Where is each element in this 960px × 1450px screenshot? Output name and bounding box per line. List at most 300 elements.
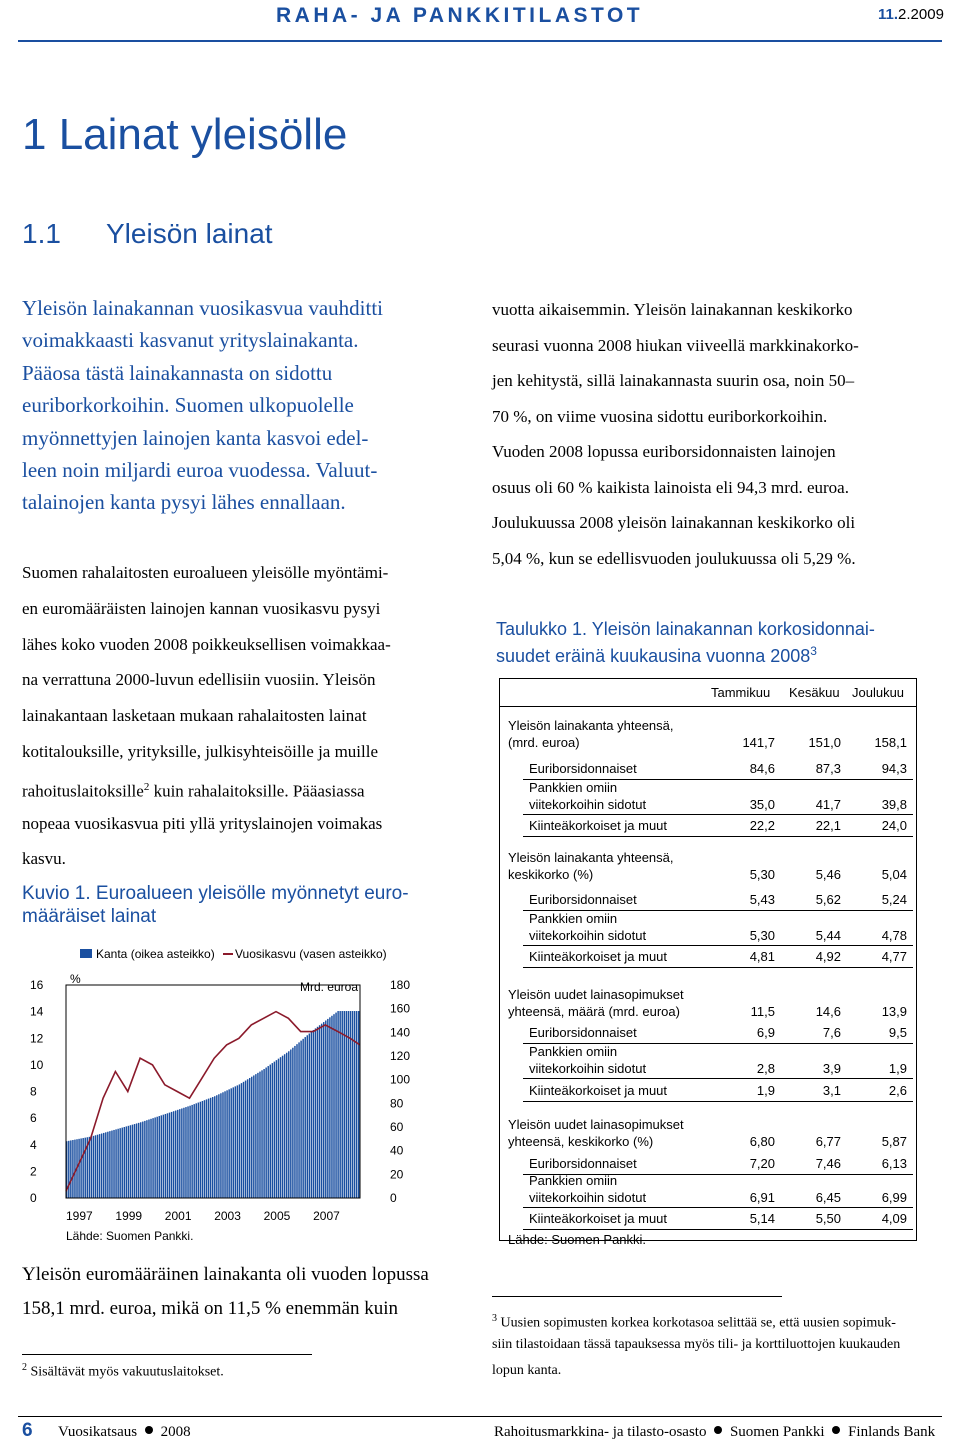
kanta-bar: [335, 1013, 336, 1198]
body-line: lainakantaan lasketaan mukaan rahalaitosten lainat: [22, 706, 367, 726]
footnote-ref: 3: [810, 644, 817, 658]
kanta-bar: [189, 1106, 190, 1198]
x-tick-label: 2003: [214, 1209, 241, 1223]
figure-title-line: Kuvio 1. Euroalueen yleisölle myönnetyt euro-: [22, 883, 409, 904]
kanta-bar: [288, 1051, 289, 1198]
footnote-3-text: Uusien sopimusten korkea korkotasoa selittää se, että uusien sopimuk-: [497, 1315, 896, 1331]
bottom-left-paragraph: [22, 1258, 429, 1326]
kanta-bar: [257, 1073, 258, 1198]
row-value: 5,62: [815, 892, 841, 907]
kanta-bar: [167, 1113, 168, 1198]
footnote-ref: 2: [143, 780, 150, 793]
kanta-bar: [128, 1126, 129, 1198]
footnote-2: [22, 1362, 224, 1381]
kanta-bar: [230, 1088, 231, 1198]
row-label: Pankkien omiin: [529, 1173, 618, 1188]
table-source: Lähde: Suomen Pankki.: [508, 1232, 647, 1247]
footnote-3-text: siin tilastoidaan tässä tapauksessa myös tili- ja korttiluottojen kuukauden: [492, 1337, 901, 1352]
kanta-bar: [140, 1122, 141, 1198]
row-value: 24,0: [881, 818, 907, 833]
kanta-bar: [255, 1074, 256, 1198]
kanta-bar: [78, 1139, 79, 1198]
left-tick-label: 0: [30, 1191, 37, 1205]
kanta-bar: [122, 1128, 123, 1198]
row-value: 151,0: [808, 734, 841, 750]
body-line: Joulukuussa 2008 yleisön lainakannan keskikorko oli: [492, 513, 856, 532]
col-header-january: Tammikuu: [711, 685, 771, 700]
kanta-bar: [134, 1124, 135, 1198]
kanta-bar: [274, 1062, 275, 1198]
body-line: 158,1 mrd. euroa, mikä on 11,5 % enemmän kuin: [22, 1298, 399, 1319]
body-line: Suomen rahalaitosten euroalueen yleisölle myöntämi-: [22, 563, 389, 582]
body-line: nopeaa vuosikasvua piti yllä yrityslainojen voimakas: [22, 813, 383, 833]
kanta-bar: [344, 1011, 345, 1198]
text-run: rahoituslaitoksille: [22, 781, 144, 801]
x-tick-label: 2001: [164, 1209, 192, 1223]
table-row: [499, 761, 917, 778]
kanta-bar: [267, 1066, 268, 1198]
kanta-bar: [251, 1077, 252, 1198]
kanta-bar: [296, 1044, 297, 1198]
row-label: (mrd. euroa): [508, 734, 580, 750]
right-tick-label: 180: [390, 978, 411, 992]
row-label: Yleisön uudet lainasopimukset: [508, 1117, 684, 1132]
kanta-bar: [175, 1111, 176, 1198]
kanta-bar: [70, 1140, 71, 1198]
report-series-title: RAHA- JA PANKKITILASTOT: [276, 4, 644, 27]
row-value: 7,20: [749, 1156, 775, 1171]
row-value: 4,78: [881, 927, 907, 943]
kanta-bar: [91, 1136, 92, 1198]
row-label: yhteensä, määrä (mrd. euroa): [508, 1003, 680, 1019]
table-row: [499, 987, 917, 1020]
body-line: vuotta aikaisemmin. Yleisön lainakannan keskikorko: [492, 300, 853, 319]
kanta-bar: [193, 1104, 194, 1198]
kanta-bar: [216, 1095, 217, 1198]
kanta-bar: [329, 1017, 330, 1198]
left-tick-label: 8: [30, 1084, 37, 1099]
row-value: 87,3: [815, 761, 841, 776]
kanta-bar: [179, 1109, 180, 1198]
kanta-bar: [152, 1118, 153, 1198]
footer-rule: [18, 1416, 942, 1417]
kanta-bar: [99, 1134, 100, 1198]
kanta-bar: [80, 1138, 81, 1198]
body-line: [22, 770, 472, 806]
table-title-text: Taulukko 1. Yleisön lainakannan korkosidonnai-: [496, 619, 875, 639]
table-row: [499, 1173, 917, 1206]
kanta-bar: [311, 1032, 312, 1198]
kanta-bars: [66, 1011, 359, 1198]
row-value: 6,99: [881, 1189, 907, 1205]
kanta-bar: [290, 1049, 291, 1198]
kanta-bar: [177, 1110, 178, 1198]
kanta-bar: [181, 1108, 182, 1198]
kanta-bar: [154, 1117, 155, 1198]
kanta-bar: [237, 1085, 238, 1198]
table-title-text: suudet eräinä kuukausina vuonna 2008: [496, 646, 811, 666]
kanta-bar: [304, 1037, 305, 1198]
kanta-bar: [109, 1131, 110, 1198]
header-rule: [18, 40, 942, 42]
row-label: Yleisön lainakanta yhteensä,: [508, 850, 674, 865]
row-value: 4,81: [749, 949, 775, 964]
row-underline: [523, 1101, 913, 1102]
kanta-bar: [300, 1041, 301, 1198]
kanta-bar: [228, 1089, 229, 1198]
kanta-bar: [101, 1134, 102, 1198]
report-date-rest: 2.2009: [898, 6, 944, 23]
kanta-bar: [200, 1102, 201, 1198]
figure-title: [22, 882, 409, 928]
row-value: 5,46: [815, 866, 841, 882]
table-row: [499, 1117, 917, 1150]
footer-publication-year: 2008: [160, 1424, 191, 1440]
right-tick-label: 0: [390, 1191, 397, 1205]
row-label: Yleisön uudet lainasopimukset: [508, 987, 684, 1002]
row-value: 39,8: [881, 796, 907, 812]
row-value: 13,9: [881, 1003, 907, 1019]
footnote-3-line: [492, 1358, 942, 1384]
kanta-bar: [348, 1011, 349, 1198]
right-tick-label: 80: [390, 1096, 404, 1111]
kanta-bar: [89, 1137, 90, 1198]
row-value: 5,44: [815, 927, 841, 943]
kanta-bar: [196, 1103, 197, 1198]
kanta-bar: [298, 1042, 299, 1198]
row-value: 4,77: [881, 949, 907, 964]
row-value: 5,30: [749, 927, 775, 943]
kanta-bar: [130, 1125, 131, 1198]
body-line: na verrattuna 2000-luvun edellisiin vuosiin. Yleisön: [22, 670, 376, 690]
figure-source: Lähde: Suomen Pankki.: [66, 1229, 194, 1243]
body-line: kasvu.: [22, 849, 66, 869]
lead-paragraph: [22, 292, 470, 519]
report-date: [878, 6, 944, 23]
body-line: 5,04 %, kun se edellisvuoden joulukuussa oli 5,29 %.: [492, 548, 856, 568]
row-value: 3,9: [822, 1060, 841, 1076]
kanta-bar: [265, 1068, 266, 1198]
row-value: 5,24: [881, 892, 907, 907]
kanta-bar: [119, 1128, 120, 1198]
footer-bank-sv: Finlands Bank: [848, 1424, 936, 1440]
kanta-bar: [235, 1086, 236, 1198]
body-line: 70 %, on viime vuosina sidottu euriborkorkoihin.: [492, 406, 828, 426]
lead-line: Pääosa tästä lainakannasta on sidottu: [22, 360, 333, 385]
kanta-bar: [124, 1127, 125, 1198]
x-tick-label: 2007: [313, 1209, 340, 1223]
page-number: 6: [22, 1420, 33, 1441]
row-value: 7,6: [822, 1025, 841, 1040]
body-line: kotitalouksille, yrityksille, julkisyhteisöille ja muille: [22, 741, 379, 761]
row-value: 9,5: [888, 1025, 907, 1040]
row-value: 6,13: [881, 1156, 907, 1171]
table-row: [499, 850, 917, 883]
row-underline: [523, 1229, 913, 1230]
footer-publication-name: Vuosikatsaus: [58, 1424, 138, 1440]
row-label: Euriborsidonnaiset: [529, 892, 637, 907]
section-title: Yleisön lainat: [106, 218, 273, 249]
left-tick-label: 16: [30, 978, 44, 992]
kanta-bar: [282, 1056, 283, 1198]
left-tick-label: 4: [30, 1137, 37, 1152]
table-row: [499, 911, 917, 944]
footer-department: Rahoitusmarkkina- ja tilasto-osasto: [494, 1424, 707, 1440]
kanta-bar: [95, 1135, 96, 1198]
right-tick-label: 20: [390, 1167, 404, 1182]
table-row: [499, 892, 917, 909]
row-label: Kiinteäkorkoiset ja muut: [529, 1211, 668, 1226]
right-tick-label: 40: [390, 1143, 404, 1158]
kanta-bar: [247, 1079, 248, 1198]
table-row: [499, 1083, 917, 1100]
kanta-bar: [161, 1115, 162, 1198]
row-label: Yleisön lainakanta yhteensä,: [508, 718, 674, 733]
row-label: viitekorkoihin sidotut: [529, 1060, 647, 1076]
section-heading: [22, 218, 273, 250]
kanta-bar: [218, 1094, 219, 1198]
row-label: viitekorkoihin sidotut: [529, 927, 647, 943]
kanta-bar: [342, 1011, 343, 1198]
body-line: Vuoden 2008 lopussa euriborsidonnaisten lainojen: [492, 442, 836, 461]
footer-publication: [58, 1424, 191, 1441]
row-label: Kiinteäkorkoiset ja muut: [529, 818, 668, 833]
row-label: Pankkien omiin: [529, 1044, 618, 1059]
kanta-bar: [222, 1092, 223, 1198]
row-value: 4,09: [881, 1211, 907, 1226]
kanta-bar: [68, 1141, 69, 1198]
footnote-3-line: [492, 1306, 942, 1332]
legend-bar-label: Kanta (oikea asteikko): [96, 947, 215, 961]
x-tick-label: 1997: [66, 1209, 93, 1223]
kanta-bar: [346, 1011, 347, 1198]
footnote-3-marker: 3: [492, 1313, 497, 1324]
row-value: 22,1: [815, 818, 841, 833]
kanta-bar: [173, 1111, 174, 1198]
row-value: 5,87: [881, 1133, 907, 1149]
kanta-bar: [198, 1103, 199, 1198]
row-value: 94,3: [881, 761, 907, 776]
kanta-bar: [243, 1082, 244, 1198]
kanta-bar: [249, 1078, 250, 1198]
row-underline: [523, 1078, 913, 1079]
col-header-june: Kesäkuu: [789, 685, 840, 700]
row-value: 3,1: [822, 1083, 841, 1098]
row-value: 6,80: [749, 1133, 775, 1149]
kanta-bar: [113, 1130, 114, 1198]
kanta-bar: [263, 1069, 264, 1198]
kanta-bar: [233, 1087, 234, 1198]
table-row: [499, 1025, 917, 1042]
row-label: Pankkien omiin: [529, 780, 618, 795]
kanta-bar: [302, 1039, 303, 1198]
row-value: 22,2: [749, 818, 775, 833]
body-line: osuus oli 60 % kaikista lainoista eli 94,3 mrd. euroa.: [492, 477, 849, 497]
table-row: [499, 718, 917, 751]
kanta-bar: [146, 1120, 147, 1198]
kanta-bar: [72, 1140, 73, 1198]
kanta-bar: [126, 1126, 127, 1198]
kanta-bar: [85, 1138, 86, 1198]
kanta-bar: [97, 1135, 98, 1198]
left-tick-label: 10: [30, 1057, 44, 1072]
table-row: [499, 1211, 917, 1228]
right-body-paragraph: [492, 292, 942, 576]
row-value: 141,7: [742, 734, 775, 750]
kanta-bar: [278, 1059, 279, 1198]
footnote-3-text: lopun kanta.: [492, 1363, 562, 1378]
kanta-bar: [163, 1115, 164, 1198]
body-line: Yleisön euromääräinen lainakanta oli vuoden lopussa: [22, 1264, 429, 1285]
left-axis-unit: %: [70, 972, 81, 986]
x-tick-label: 1999: [115, 1209, 143, 1223]
kanta-bar: [331, 1016, 332, 1198]
kanta-bar: [333, 1014, 334, 1198]
row-underline: [523, 836, 913, 837]
kanta-bar: [358, 1011, 359, 1198]
kanta-bar: [208, 1099, 209, 1198]
row-value: 5,04: [881, 866, 907, 882]
chapter-heading: 1 Lainat yleisölle: [22, 110, 348, 159]
right-tick-label: 160: [390, 1001, 411, 1016]
kanta-bar: [259, 1072, 260, 1198]
row-label: Euriborsidonnaiset: [529, 1156, 637, 1171]
right-tick-label: 60: [390, 1120, 404, 1134]
kanta-bar: [206, 1099, 207, 1198]
kanta-bar: [105, 1132, 106, 1198]
kanta-bar: [354, 1011, 355, 1198]
kanta-bar: [214, 1096, 215, 1198]
table-row: [499, 949, 917, 966]
body-line: en euromääräisten lainojen kannan vuosikasvu pysyi: [22, 598, 381, 618]
kanta-bar: [148, 1120, 149, 1198]
kanta-bar: [183, 1108, 184, 1198]
col-header-december: Joulukuu: [852, 685, 905, 700]
kanta-bar: [313, 1030, 314, 1198]
left-body-paragraph: [22, 555, 472, 877]
body-line: jen kehitystä, sillä lainakannasta suurin osa, noin 50–: [492, 371, 855, 390]
kanta-bar: [226, 1090, 227, 1198]
footnote-2-marker: 2: [22, 1362, 27, 1373]
row-value: 2,6: [888, 1083, 907, 1098]
right-tick-label: 100: [390, 1072, 411, 1087]
bullet-icon: [832, 1426, 840, 1434]
row-value: 7,46: [815, 1156, 841, 1171]
row-value: 1,9: [888, 1060, 907, 1076]
kanta-bar: [337, 1011, 338, 1198]
lead-line: leen noin miljardi euroa vuodessa. Valuut-: [22, 457, 378, 482]
kanta-bar: [115, 1129, 116, 1198]
bullet-icon: [145, 1426, 153, 1434]
row-value: 4,92: [815, 949, 841, 964]
row-value: 11,5: [750, 1003, 775, 1019]
kanta-bar: [315, 1028, 316, 1198]
kanta-bar: [294, 1046, 295, 1198]
row-label: Kiinteäkorkoiset ja muut: [529, 1083, 668, 1098]
x-tick-label: 2005: [263, 1209, 291, 1223]
kanta-bar: [239, 1084, 240, 1198]
text-run: kuin rahalaitoksille. Pääasiassa: [149, 781, 365, 801]
kanta-bar: [117, 1129, 118, 1198]
kanta-bar: [187, 1106, 188, 1198]
kanta-bar: [82, 1138, 83, 1198]
kanta-bar: [276, 1060, 277, 1198]
kanta-bar: [93, 1136, 94, 1198]
lead-line: euriborkorkoihin. Suomen ulkopuolelle: [22, 393, 354, 418]
kanta-bar: [261, 1070, 262, 1198]
row-label: Euriborsidonnaiset: [529, 761, 637, 776]
kanta-bar: [241, 1083, 242, 1198]
kanta-bar: [356, 1011, 357, 1198]
row-value: 2,8: [756, 1060, 775, 1076]
kanta-bar: [212, 1097, 213, 1198]
lead-line: voimakkaasti kasvanut yrityslainakanta.: [22, 328, 359, 353]
figure-title-line: määräiset lainat: [22, 906, 157, 927]
row-value: 6,77: [815, 1133, 841, 1149]
footnote-3: [492, 1306, 942, 1384]
kanta-bar: [220, 1093, 221, 1198]
footer-publisher: [494, 1424, 935, 1441]
lead-line: myönnettyjen lainojen kanta kasvoi edel-: [22, 425, 369, 450]
kanta-bar: [325, 1021, 326, 1199]
kanta-bar: [74, 1140, 75, 1198]
row-value: 1,9: [756, 1083, 775, 1098]
right-tick-label: 120: [390, 1049, 411, 1063]
kanta-bar: [272, 1063, 273, 1198]
footnote-3-line: [492, 1332, 942, 1358]
row-label: viitekorkoihin sidotut: [529, 796, 647, 812]
kanta-bar: [317, 1027, 318, 1198]
row-value: 5,43: [749, 892, 775, 907]
table-row: [499, 780, 917, 813]
row-underline: [523, 814, 913, 815]
left-tick-label: 12: [30, 1031, 44, 1046]
table-title-line: [496, 618, 875, 640]
table-row: [499, 1044, 917, 1077]
kanta-bar: [286, 1053, 287, 1198]
row-label: Kiinteäkorkoiset ja muut: [529, 949, 668, 964]
report-date-day: 11.: [878, 6, 899, 23]
kanta-bar: [309, 1034, 310, 1198]
kanta-bar: [204, 1100, 205, 1198]
kanta-bar: [280, 1057, 281, 1198]
kanta-bar: [159, 1116, 160, 1198]
kanta-bar: [224, 1091, 225, 1198]
kanta-bar: [284, 1054, 285, 1198]
kanta-bar: [270, 1065, 271, 1198]
kanta-bar: [307, 1035, 308, 1198]
footnote-rule-left: [22, 1354, 312, 1355]
table-header-rule: [499, 706, 917, 707]
row-label: yhteensä, keskikorko (%): [508, 1133, 654, 1149]
kanta-bar: [185, 1107, 186, 1198]
row-value: 41,7: [815, 796, 841, 812]
section-number: 1.1: [22, 218, 61, 249]
footnote-2-text: Sisältävät myös vakuutuslaitokset.: [27, 1364, 224, 1380]
row-value: 6,9: [756, 1025, 775, 1040]
kanta-bar: [132, 1125, 133, 1198]
kanta-bar: [191, 1105, 192, 1198]
row-underline: [523, 967, 913, 968]
footnote-rule-right: [492, 1296, 782, 1297]
table-title: [496, 618, 875, 667]
row-value: 84,6: [749, 761, 775, 776]
row-value: 6,91: [749, 1189, 775, 1205]
kanta-bar: [202, 1101, 203, 1198]
row-value: 158,1: [874, 734, 907, 750]
row-value: 35,0: [749, 796, 775, 812]
legend-bar-swatch: [80, 949, 92, 958]
